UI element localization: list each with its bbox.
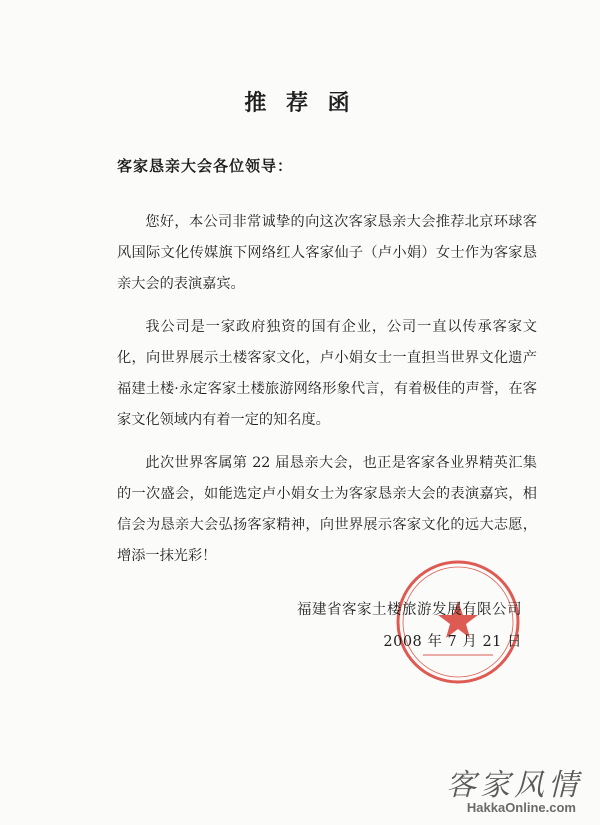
- watermark-url: HakkaOnline.com: [466, 800, 576, 815]
- watermark-logo: [446, 760, 582, 804]
- watermark-logo-text: 客家风情: [446, 768, 582, 803]
- letter-body: [117, 207, 537, 584]
- paragraph-1: 您好，本公司非常诚挚的向这次客家恳亲大会推荐北京环球客风国际文化传媒旗下网络红人客家仙子（卢小娟）女士作为客家恳亲大会的表演嘉宾。: [117, 214, 537, 292]
- paragraph-3: 此次世界客属第 22 届恳亲大会，也正是客家各业界精英汇集的一次盛会，如能选定卢小娟女士为客家恳亲大会的表演嘉宾，相信会为恳亲大会弘扬客家精神，向世界展示客家文化的远大志愿，增添一抹光彩！: [117, 455, 537, 564]
- paragraph-2: 我公司是一家政府独资的国有企业，公司一直以传承客家文化，向世界展示土楼客家文化，卢小娟女士一直担当世界文化遗产福建土楼·永定客家土楼旅游网络形象代言，有着极佳的声誉，在客家文化领域内有着一定的知名度。: [117, 319, 537, 428]
- letter-title: 推 荐 函: [244, 90, 356, 116]
- company-seal: [393, 557, 523, 687]
- signature-company: 福建省客家土楼旅游发展有限公司: [297, 602, 522, 618]
- salutation: 客家恳亲大会各位领导：: [117, 157, 294, 175]
- signature-date: 2008 年 7 月 21 日: [383, 634, 522, 650]
